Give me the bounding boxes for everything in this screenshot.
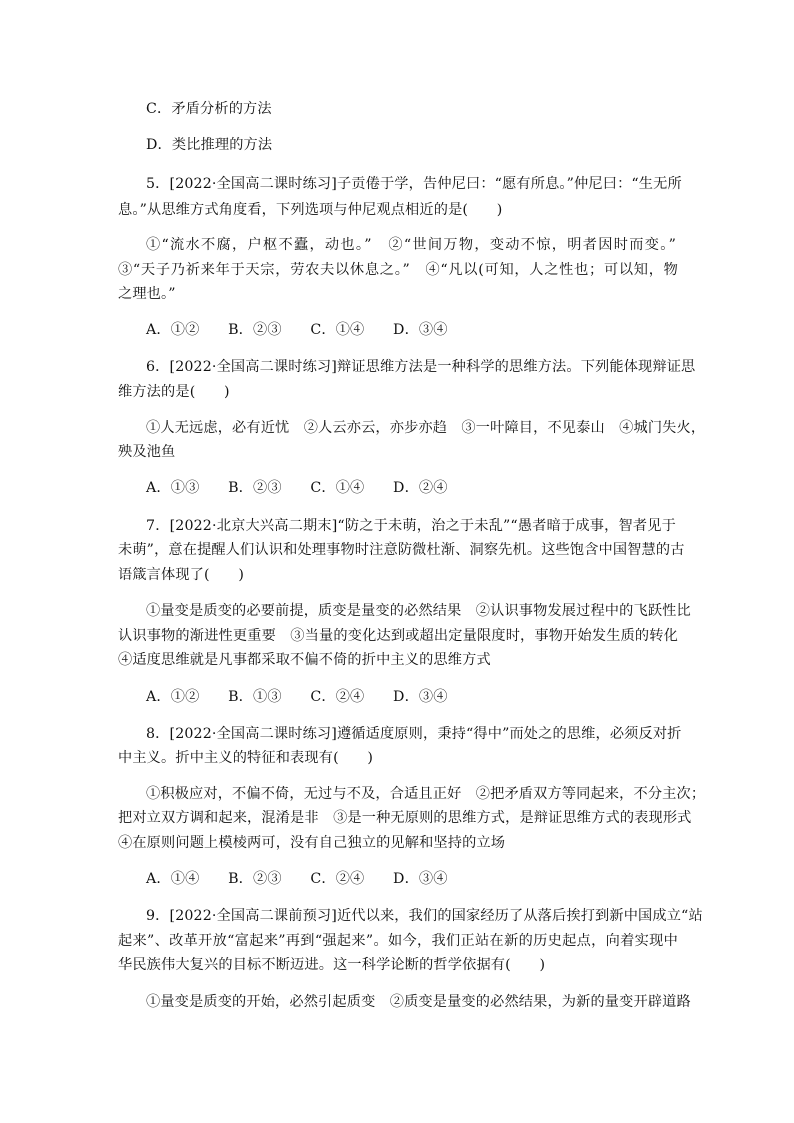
q6-items-line-2: 殃及池鱼 xyxy=(118,444,176,460)
q7-items-line-1: ①量变是质变的必要前提，质变是量变的必然结果 ②认识事物发展过程中的飞跃性比 xyxy=(146,603,691,619)
q5-items-line-3: 之理也。” xyxy=(118,286,176,302)
q8-stem-line-1: 8．[2022·全国高二课时练习]遵循适度原则，秉持“得中”而处之的思维，必须反对折 xyxy=(146,726,682,742)
q9-stem-line-3: 华民族伟大复兴的目标不断迈进。这一科学论断的哲学依据有( ) xyxy=(118,957,546,973)
q9-items-line-1: ①量变是质变的开始，必然引起质变 ②质变是量变的必然结果，为新的量变开辟道路 xyxy=(146,994,691,1010)
q6-items-line-1: ①人无远虑，必有近忧 ②人云亦云，亦步亦趋 ③一叶障目，不见泰山 ④城门失火， xyxy=(146,420,706,436)
q4-option-c: C．矛盾分析的方法 xyxy=(146,101,272,117)
q8-options: A．①④ B．②③ C．②④ D．③④ xyxy=(146,871,448,887)
q5-stem-line-2: 息。”从思维方式角度看，下列选项与仲尼观点相近的是( ) xyxy=(118,202,503,218)
q7-items-line-3: ④适度思维就是凡事都采取不偏不倚的折中主义的思维方式 xyxy=(118,652,491,668)
q9-stem-line-2: 起来”、改革开放“富起来”再到“强起来”。如今，我们正站在新的历史起点，向着实现中 xyxy=(118,933,678,949)
q6-stem-line-1: 6．[2022·全国高二课时练习]辩证思维方法是一种科学的思维方法。下列能体现辩证思 xyxy=(146,359,696,375)
q7-options: A．①② B．①③ C．②④ D．③④ xyxy=(146,689,448,705)
q8-items-line-2: 把对立双方调和起来，混淆是非 ③是一种无原则的思维方式，是辩证思维方式的表现形式 xyxy=(118,810,692,826)
q8-items-line-3: ④在原则问题上模棱两可，没有自己独立的见解和坚持的立场 xyxy=(118,835,506,851)
q7-stem-line-1: 7．[2022·北京大兴高二期末]“防之于未萌，治之于未乱”“愚者暗于成事，智者见于 xyxy=(146,518,676,534)
q8-stem-line-2: 中主义。折中主义的特征和表现有( ) xyxy=(118,750,374,766)
q7-stem-line-3: 语箴言体现了( ) xyxy=(118,567,245,583)
q7-items-line-2: 认识事物的渐进性更重要 ③当量的变化达到或超出定量限度时，事物开始发生质的转化 xyxy=(118,628,678,644)
q7-stem-line-2: 未萌”，意在提醒人们认识和处理事物时注意防微杜渐、洞察先机。这些饱含中国智慧的古 xyxy=(118,542,685,558)
q5-items-line-1: ①“流水不腐，户枢不蠹，动也。” ②“世间万物，变动不惊，明者因时而变。” xyxy=(146,237,676,253)
q4-option-d: D．类比推理的方法 xyxy=(146,137,273,153)
q9-stem-line-1: 9．[2022·全国高二课前预习]近代以来，我们的国家经历了从落后挨打到新中国成立“站 xyxy=(146,908,703,924)
q5-items-line-2: ③“天子乃祈来年于天宗，劳农夫以休息之。” ④“凡以(可知，人之性也；可以知，物 xyxy=(118,262,678,278)
q6-stem-line-2: 维方法的是( ) xyxy=(118,384,230,400)
q8-items-line-1: ①积极应对，不偏不倚，无过与不及，合适且正好 ②把矛盾双方等同起来，不分主次； xyxy=(146,786,706,802)
q6-options: A．①③ B．②③ C．①④ D．②④ xyxy=(146,480,448,496)
q5-stem-line-1: 5．[2022·全国高二课时练习]子贡倦于学，告仲尼曰：“愿有所息。”仲尼曰：“生无所 xyxy=(146,176,682,192)
q5-options: A．①② B．②③ C．①④ D．③④ xyxy=(146,322,448,338)
